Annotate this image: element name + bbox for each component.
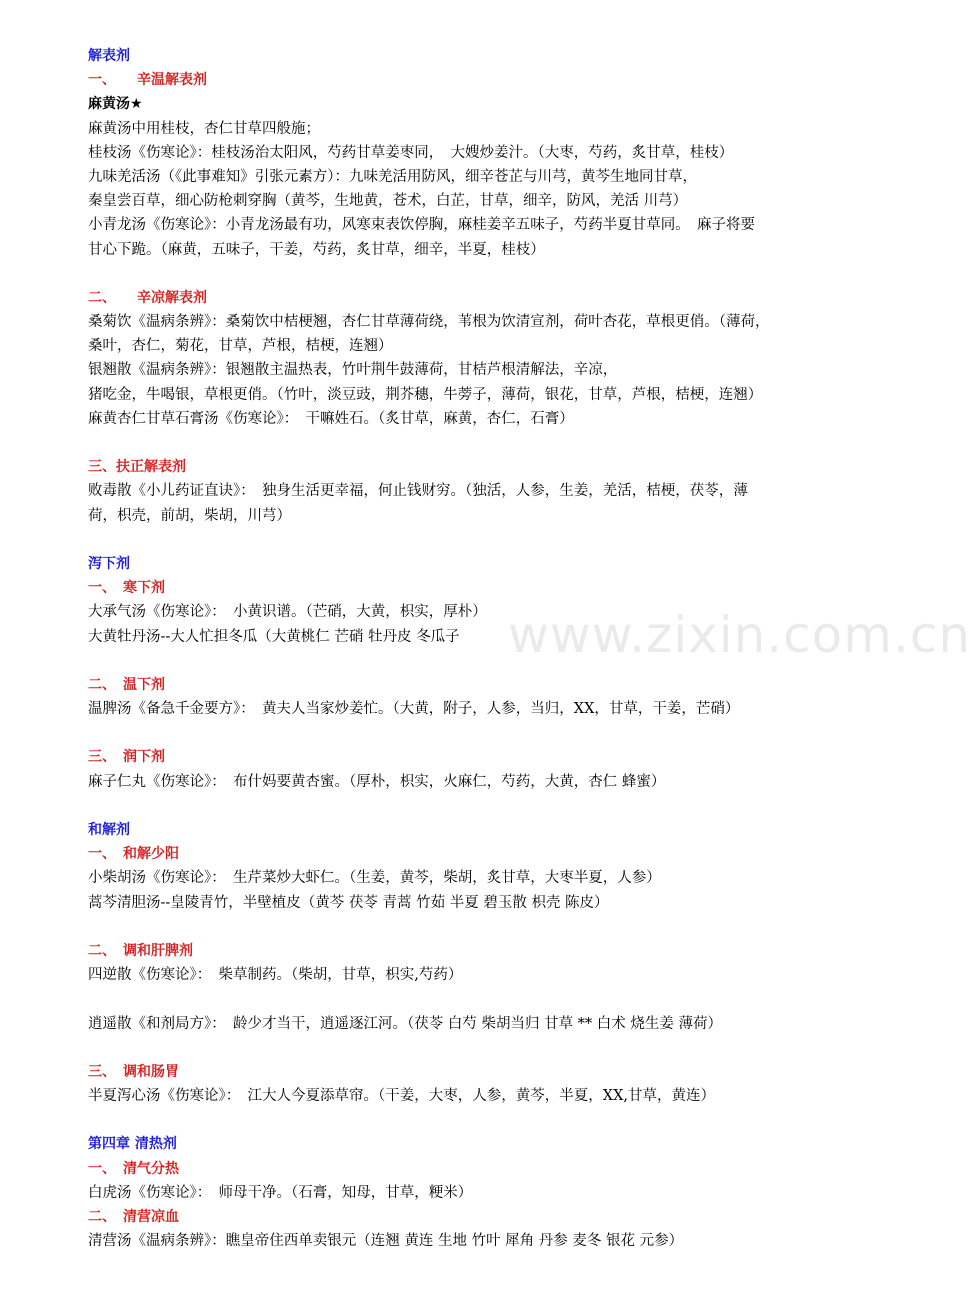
subsection-heading-xinwen: 一、 辛温解表剂 (88, 72, 207, 89)
text-line: 大承气汤《伤寒论》： 小黄识谱。（芒硝，大黄，枳实，厚朴） (88, 604, 487, 621)
text-line: 麻黄杏仁甘草石膏汤《伤寒论》： 干嘛姓石。（炙甘草，麻黄，杏仁，石膏） (88, 410, 574, 427)
text-line: 逍遥散《和剂局方》： 龄少才当干，逍遥逐江河。（茯苓 白芍 柴胡当归 甘草 ** 白术 烧生姜 薄荷） (88, 1015, 723, 1032)
spacer (88, 1108, 840, 1132)
spacer (88, 431, 840, 455)
spacer (88, 262, 840, 286)
watermark: www.zixin.com.cn (508, 606, 971, 664)
text-line: 败毒散《小儿药证直诀》： 独身生活更幸福，何止钱财穷。（独活，人参，生姜，羌活，桔梗，茯苓，薄 (88, 483, 748, 500)
subsection-heading-runxia: 三、 润下剂 (88, 749, 165, 766)
spacer (88, 721, 840, 745)
spacer (88, 1036, 840, 1060)
spacer (88, 528, 840, 552)
text-line: 甘心下跪。（麻黄，五味子，干姜，芍药，炙甘草，细辛，半夏，桂枝） (88, 241, 545, 258)
subsection-heading-hanxia: 一、 寒下剂 (88, 580, 165, 597)
text-line: 麻子仁丸《伤寒论》： 布什妈要黄杏蜜。（厚朴，枳实，火麻仁，芍药，大黄，杏仁 蜂蜜） (88, 773, 666, 790)
text-line: 猪吃金，牛喝银，草根更俏。（竹叶，淡豆豉，荆芥穗，牛蒡子，薄荷，银花，甘草，芦根，桔梗，连翘） (88, 386, 763, 403)
text-line: 温脾汤《备急千金要方》： 黄夫人当家炒姜忙。（大黄，附子，人参，当归，XX，甘草，干姜，芒硝） (88, 701, 740, 718)
subsection-heading-fuzheng: 三、扶正解表剂 (88, 459, 186, 476)
subsection-heading-changwei: 三、 调和肠胃 (88, 1063, 179, 1080)
section-heading-hejieji: 和解剂 (88, 822, 130, 838)
spacer (88, 649, 840, 673)
text-line: 大黄牡丹汤--大人忙担冬瓜（大黄桃仁 芒硝 牡丹皮 冬瓜子 (88, 628, 460, 645)
text-line: 秦皇尝百草，细心防枪刺穿胸（黄芩，生地黄，苍术，白芷，甘草，细辛，防风，羌活 川芎） (88, 193, 688, 210)
chapter-heading-qingreji: 第四章 清热剂 (88, 1136, 177, 1153)
subsection-heading-wenxia: 二、 温下剂 (88, 676, 165, 693)
text-line: 桑菊饮《温病条辨》：桑菊饮中桔梗翘，杏仁甘草薄荷绕，苇根为饮清宣剂，荷叶杏花，草根更俏。（薄荷， (88, 314, 770, 331)
formula-title-mahuangtang: 麻黄汤★ (88, 96, 143, 113)
text-line: 白虎汤《伤寒论》： 师母干净。（石膏，知母，甘草，粳米） (88, 1184, 473, 1201)
spacer (88, 794, 840, 818)
text-line: 半夏泻心汤《伤寒论》： 江大人今夏添草帘。（干姜，大枣，人参，黄芩，半夏，XX,甘草，黄连） (88, 1088, 716, 1105)
subsection-heading-qingying: 二、 清营凉血 (88, 1209, 179, 1225)
spacer (88, 915, 840, 939)
spacer (88, 987, 840, 1011)
text-line: 蒿芩清胆汤--皇陵青竹，半壁植皮（黄芩 茯苓 青蒿 竹茹 半夏 碧玉散 枳壳 陈皮） (88, 894, 609, 911)
subsection-heading-xinliang: 二、 辛凉解表剂 (88, 289, 207, 306)
text-line: 银翘散《温病条辨》：银翘散主温热表，竹叶荆牛鼓薄荷，甘桔芦根清解法，辛凉， (88, 362, 618, 379)
text-line: 小柴胡汤《伤寒论》： 生芹菜炒大虾仁。（生姜，黄芩，柴胡，炙甘草，大枣半夏，人参） (88, 870, 661, 887)
text-line: 荷，枳壳，前胡，柴胡，川芎） (88, 507, 291, 524)
text-line: 桂枝汤《伤寒论》：桂枝汤治太阳风，芍药甘草姜枣同， 大嫂炒姜汁。（大枣，芍药，炙甘草，桂枝） (88, 144, 734, 161)
subsection-heading-qingqi: 一、 清气分热 (88, 1160, 179, 1177)
text-line: 桑叶，杏仁，菊花，甘草，芦根，桔梗，连翘） (88, 338, 393, 355)
text-line: 麻黄汤中用桂枝，杏仁甘草四般施； (88, 120, 320, 137)
subsection-heading-shaoyang: 一、 和解少阳 (88, 846, 179, 863)
section-heading-xiexiaji: 泻下剂 (88, 555, 130, 572)
text-line: 九味羌活汤（《此事难知》引张元素方）：九味羌活用防风，细辛苍芷与川芎，黄芩生地同甘草， (88, 168, 697, 185)
text-line: 清营汤《温病条辨》：瞧皇帝住西单卖银元（连翘 黄连 生地 竹叶 犀角 丹参 麦冬 银花 元参） (88, 1233, 684, 1250)
text-line: 四逆散《伤寒论》： 柴草制药。（柴胡，甘草，枳实,芍药） (88, 967, 463, 984)
subsection-heading-ganpi: 二、 调和肝脾剂 (88, 942, 193, 959)
document-page (88, 44, 840, 1253)
text-line: 小青龙汤《伤寒论》：小青龙汤最有功，风寒束表饮停胸，麻桂姜辛五味子，芍药半夏甘草同。 麻子将要 (88, 217, 755, 234)
section-heading-jiebiaoji: 解表剂 (88, 48, 130, 64)
